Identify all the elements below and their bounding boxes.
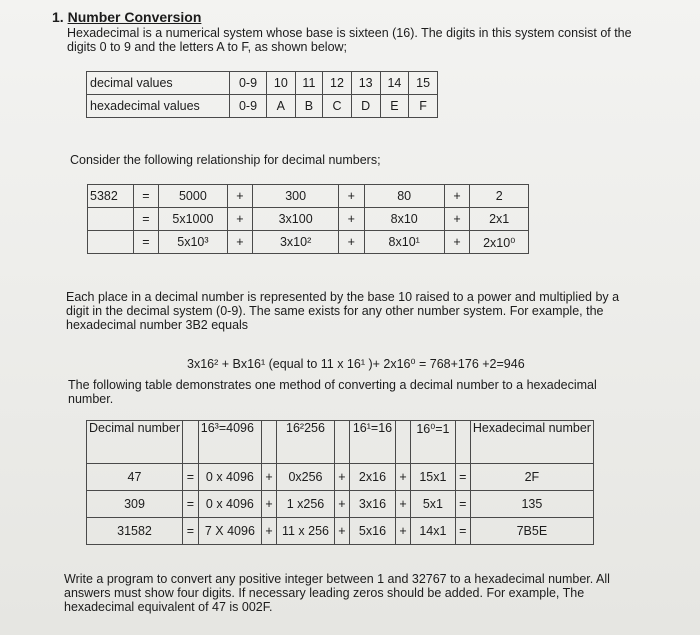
- cell: 3x10²: [253, 231, 339, 254]
- header-cell: 16¹=16: [349, 421, 395, 464]
- cell: +: [444, 231, 470, 254]
- cell: 5382: [88, 185, 134, 208]
- heading-number: 1.: [52, 9, 64, 25]
- method-line-2: number.: [68, 392, 114, 406]
- cell: +: [262, 491, 277, 518]
- cell: 2: [470, 185, 529, 208]
- assignment-paragraph: [64, 572, 610, 614]
- header-cell: [183, 421, 199, 464]
- cell: +: [444, 208, 470, 231]
- cell: 2x10⁰: [470, 231, 529, 254]
- cell: 0 x 4096: [198, 491, 261, 518]
- cell: [88, 208, 134, 231]
- cell: +: [396, 464, 411, 491]
- cell: 14x1: [411, 518, 456, 545]
- cell: 1 x256: [276, 491, 334, 518]
- consider-text: Consider the following relationship for decimal numbers;: [70, 153, 381, 167]
- header-cell: 16⁰=1: [411, 421, 456, 464]
- cell: F: [409, 95, 438, 118]
- cell: =: [183, 464, 199, 491]
- intro-line-2: digits 0 to 9 and the letters A to F, as shown below;: [67, 40, 348, 54]
- cell: 3x100: [253, 208, 339, 231]
- place-line-3: hexadecimal number 3B2 equals: [66, 318, 249, 332]
- table-row: [87, 464, 594, 491]
- cell: 10: [267, 72, 296, 95]
- cell: +: [227, 208, 253, 231]
- conversion-table: [86, 420, 594, 545]
- header-cell: [262, 421, 277, 464]
- cell: =: [133, 185, 159, 208]
- cell: 5x10³: [159, 231, 228, 254]
- cell: 2x16: [349, 464, 395, 491]
- cell: +: [262, 464, 277, 491]
- cell: 15: [409, 72, 438, 95]
- cell: 2x1: [470, 208, 529, 231]
- cell: +: [396, 518, 411, 545]
- cell: 2F: [470, 464, 593, 491]
- decimal-values-row: [87, 72, 438, 95]
- header-cell: [334, 421, 349, 464]
- cell: 0x256: [276, 464, 334, 491]
- cell: 11 x 256: [276, 518, 334, 545]
- header-cell: [455, 421, 470, 464]
- cell: 5x1000: [159, 208, 228, 231]
- cell: =: [133, 231, 159, 254]
- cell: =: [183, 491, 199, 518]
- method-paragraph: [68, 378, 597, 406]
- place-line-1: Each place in a decimal number is represented by the base 10 raised to a power and multiplied by a: [66, 290, 620, 304]
- table-row: [87, 491, 594, 518]
- cell: 80: [364, 185, 444, 208]
- cell: 309: [87, 491, 183, 518]
- write-line-2: answers must show four digits. If necessary leading zeros should be added. For example, The: [64, 586, 585, 600]
- cell: +: [227, 185, 253, 208]
- row-label-decimal: decimal values: [87, 72, 230, 95]
- table-header-row: [87, 421, 594, 464]
- cell: =: [455, 464, 470, 491]
- header-cell: 16³=4096: [198, 421, 261, 464]
- method-line-1: The following table demonstrates one method of converting a decimal number to a hexadecimal: [68, 378, 597, 392]
- cell: =: [133, 208, 159, 231]
- table-row: [88, 231, 529, 254]
- cell: A: [267, 95, 296, 118]
- place-value-paragraph: [66, 290, 619, 332]
- intro-line-1: Hexadecimal is a numerical system whose base is sixteen (16). The digits in this system consist of the: [67, 26, 632, 40]
- place-line-2: digit in the decimal system (0-9). The same exists for any other number system. For example, the: [66, 304, 604, 318]
- cell: 135: [470, 491, 593, 518]
- cell: 14: [380, 72, 409, 95]
- cell: +: [444, 185, 470, 208]
- cell: =: [455, 491, 470, 518]
- cell: B: [295, 95, 322, 118]
- cell: 5000: [159, 185, 228, 208]
- cell: 5x1: [411, 491, 456, 518]
- cell: +: [339, 231, 365, 254]
- cell: +: [334, 464, 349, 491]
- cell: +: [339, 208, 365, 231]
- table-row: [87, 518, 594, 545]
- header-cell: [396, 421, 411, 464]
- intro-paragraph: [67, 26, 632, 54]
- cell: 8x10: [364, 208, 444, 231]
- decimal-expansion-table: [87, 184, 529, 254]
- cell: 300: [253, 185, 339, 208]
- cell: E: [380, 95, 409, 118]
- cell: 3x16: [349, 491, 395, 518]
- cell: 11: [295, 72, 322, 95]
- section-heading: [52, 9, 201, 25]
- cell: D: [351, 95, 380, 118]
- heading-title: Number Conversion: [67, 9, 202, 25]
- write-line-1: Write a program to convert any positive integer between 1 and 32767 to a hexadecimal number. All: [64, 572, 610, 586]
- write-line-3: hexadecimal equivalent of 47 is 002F.: [64, 600, 273, 614]
- cell: 7 X 4096: [198, 518, 261, 545]
- cell: 15x1: [411, 464, 456, 491]
- cell: 7B5E: [470, 518, 593, 545]
- cell: =: [455, 518, 470, 545]
- table-row: [88, 185, 529, 208]
- cell: +: [334, 491, 349, 518]
- cell: 12: [323, 72, 352, 95]
- cell: 5x16: [349, 518, 395, 545]
- cell: [88, 231, 134, 254]
- cell: 31582: [87, 518, 183, 545]
- cell: 0 x 4096: [198, 464, 261, 491]
- cell: +: [396, 491, 411, 518]
- header-cell: Decimal number: [87, 421, 183, 464]
- cell: 0-9: [230, 72, 267, 95]
- cell: 13: [351, 72, 380, 95]
- cell: =: [183, 518, 199, 545]
- cell: 8x10¹: [364, 231, 444, 254]
- cell: +: [339, 185, 365, 208]
- decimal-hex-table: [86, 71, 438, 118]
- cell: 0-9: [230, 95, 267, 118]
- cell: C: [323, 95, 352, 118]
- hex-formula: 3x16² + Bx16¹ (equal to 11 x 16¹ )+ 2x16⁰ = 768+176 +2=946: [187, 357, 525, 371]
- cell: +: [227, 231, 253, 254]
- cell: 47: [87, 464, 183, 491]
- header-cell: Hexadecimal number: [470, 421, 593, 464]
- header-cell: 16²256: [276, 421, 334, 464]
- cell: +: [334, 518, 349, 545]
- row-label-hex: hexadecimal values: [87, 95, 230, 118]
- cell: +: [262, 518, 277, 545]
- table-row: [88, 208, 529, 231]
- hex-values-row: [87, 95, 438, 118]
